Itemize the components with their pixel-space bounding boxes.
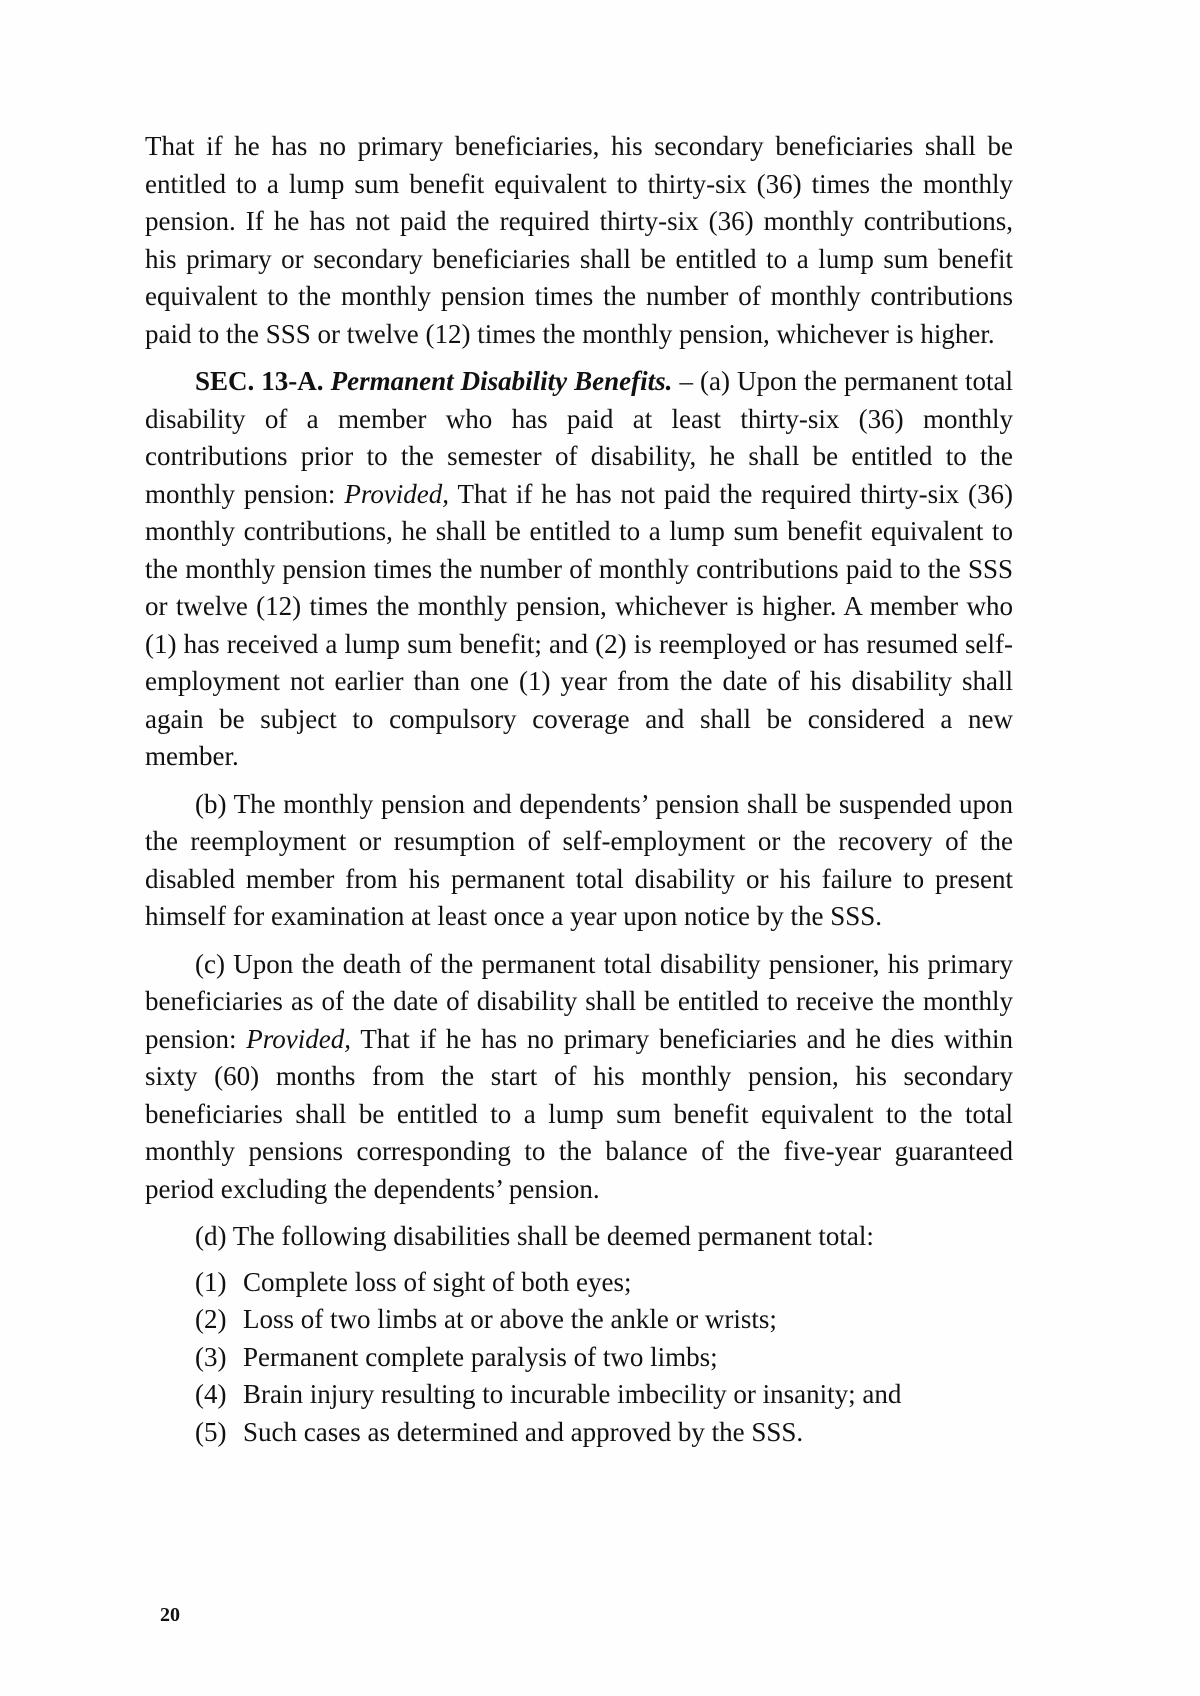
list-item	[145, 1339, 1013, 1377]
paragraph-sec-13a	[145, 363, 1013, 776]
paragraph-d-disabilities: (d) The following disabilities shall be deemed permanent total:	[195, 1221, 874, 1251]
list-item-number: (5)	[195, 1416, 227, 1447]
paragraph-c-text-a: (c) Upon the death of the permanent total disability pensioner, his primary beneficiaries as of the date of disability shall be entitled to receive the monthly pension:	[145, 948, 1013, 1054]
list-item-number: (2)	[195, 1304, 227, 1334]
disability-list	[145, 1264, 1013, 1452]
section-title: Permanent Disability Benefits.	[330, 366, 673, 396]
provided-term: Provided,	[246, 1023, 352, 1054]
section-number: SEC. 13-A.	[195, 366, 324, 396]
paragraph-c-death	[145, 946, 1013, 1209]
paragraph-sec-13a-text-a: – (a) Upon the permanent total disability of a member who has paid at least thirty-six (36) monthly contributions prior to the semester of disability, he shall be entitled to the monthly pension:	[145, 366, 1014, 509]
list-item-text: Complete loss of sight of both eyes;	[243, 1266, 632, 1297]
page-number: 20	[160, 1604, 180, 1626]
document-body	[145, 128, 1013, 1451]
list-item	[145, 1414, 1013, 1452]
paragraph-sec-13a-text-b: That if he has not paid the required thirty-six (36) monthly contributions, he shall be entitled to a lump sum benefit equivalent to the monthly pension times the number of monthly contributions paid to the SSS or twelve (12) times the monthly pension, whichever is higher. A member who (1) has received a lump sum benefit; and (2) is reemployed or has resumed self-employment not earlier than one (1) year from the date of his disability shall again be subject to compulsory coverage and shall be considered a new member.	[145, 478, 1013, 771]
list-item-text: Loss of two limbs at or above the ankle or wrists;	[243, 1304, 777, 1334]
paragraph-c-text-b: That if he has no primary beneficiaries and he dies within sixty (60) months from the start of his monthly pension, his secondary beneficiaries shall be entitled to a lump sum benefit equivalent to the total monthly pensions corresponding to the balance of the five-year guaranteed period excluding the dependents’ pension.	[145, 1023, 1013, 1204]
list-item-number: (3)	[195, 1341, 227, 1372]
paragraph-b-suspension: (b) The monthly pension and dependents’ pension shall be suspended upon the reemployment or resumption of self-employment or the recovery of the disabled member from his permanent total disability or his failure to present himself for examination at least once a year upon notice by the SSS.	[145, 788, 1013, 931]
list-item-number: (1)	[195, 1266, 227, 1297]
provided-term: Provided,	[344, 478, 450, 509]
list-item	[145, 1301, 1013, 1339]
list-item-text: Such cases as determined and approved by the SSS.	[243, 1416, 804, 1447]
list-item	[145, 1376, 1013, 1414]
list-item	[145, 1264, 1013, 1302]
list-item-text: Permanent complete paralysis of two limbs;	[243, 1341, 718, 1372]
paragraph-secondary-beneficiaries: That if he has no primary beneficiaries, his secondary beneficiaries shall be entitled to a lump sum benefit equivalent to thirty-six (36) times the monthly pension. If he has not paid the required thirty-six (36) monthly contributions, his primary or secondary beneficiaries shall be entitled to a lump sum benefit equivalent to the monthly pension times the number of monthly contributions paid to the SSS or twelve (12) times the monthly pension, whichever is higher.	[145, 131, 1013, 349]
list-item-text: Brain injury resulting to incurable imbecility or insanity; and	[243, 1379, 902, 1409]
list-item-number: (4)	[195, 1379, 227, 1409]
